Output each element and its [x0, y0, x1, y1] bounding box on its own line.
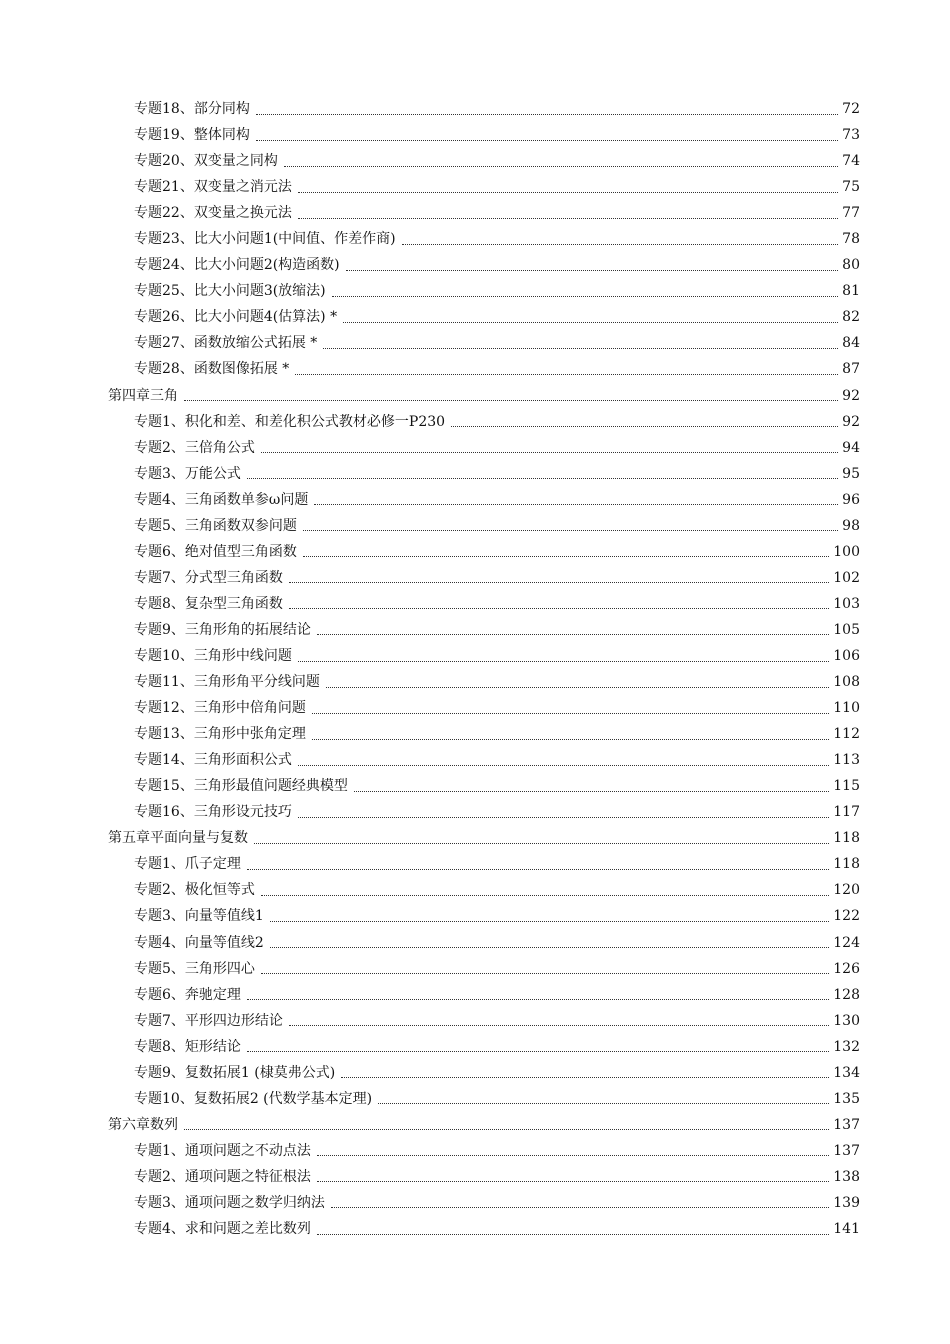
toc-topic-entry[interactable] — [108, 278, 860, 304]
dot-leader — [343, 322, 838, 323]
toc-entry-title: 专题21、双变量之消元法 — [134, 179, 292, 196]
toc-entry-page-number: 75 — [842, 179, 860, 196]
toc-entry-title: 专题9、三角形角的拓展结论 — [134, 621, 311, 638]
dot-leader — [326, 687, 829, 688]
toc-topic-entry[interactable] — [108, 930, 860, 956]
toc-entry-title: 专题13、三角形中张角定理 — [134, 726, 306, 743]
dot-leader — [261, 895, 829, 896]
toc-entry-title: 专题23、比大小问题1(中间值、作差作商) — [134, 231, 396, 248]
toc-entry-page-number: 110 — [833, 700, 860, 717]
toc-topic-entry[interactable] — [108, 226, 860, 252]
toc-entry-title: 专题1、积化和差、和差化积公式教材必修一P230 — [134, 413, 446, 430]
toc-entry-page-number: 132 — [833, 1038, 860, 1055]
toc-topic-entry[interactable] — [108, 903, 860, 929]
toc-topic-entry[interactable] — [108, 122, 860, 148]
dot-leader — [451, 426, 838, 427]
toc-topic-entry[interactable] — [108, 1008, 860, 1034]
toc-entry-page-number: 81 — [842, 283, 860, 300]
toc-entry-page-number: 95 — [842, 465, 860, 482]
toc-entry-page-number: 105 — [833, 621, 860, 638]
toc-entry-page-number: 118 — [833, 830, 860, 847]
toc-entry-page-number: 112 — [833, 726, 860, 743]
toc-topic-entry[interactable] — [108, 982, 860, 1008]
toc-entry-page-number: 117 — [833, 804, 860, 821]
dot-leader — [289, 582, 829, 583]
toc-entry-title: 专题16、三角形设元技巧 — [134, 804, 292, 821]
toc-entry-page-number: 124 — [833, 934, 860, 951]
toc-entry-page-number: 130 — [833, 1012, 860, 1029]
toc-entry-page-number: 115 — [833, 778, 860, 795]
toc-topic-entry[interactable] — [108, 356, 860, 382]
toc-topic-entry[interactable] — [108, 591, 860, 617]
dot-leader — [354, 791, 829, 792]
dot-leader — [247, 869, 829, 870]
toc-entry-page-number: 96 — [842, 491, 860, 508]
dot-leader — [289, 1025, 829, 1026]
toc-topic-entry[interactable] — [108, 409, 860, 435]
toc-entry-page-number: 122 — [833, 908, 860, 925]
toc-topic-entry[interactable] — [108, 799, 860, 825]
toc-entry-page-number: 137 — [833, 1116, 860, 1133]
toc-entry-title: 专题22、双变量之换元法 — [134, 205, 292, 222]
toc-topic-entry[interactable] — [108, 330, 860, 356]
toc-topic-entry[interactable] — [108, 721, 860, 747]
dot-leader — [298, 192, 838, 193]
toc-topic-entry[interactable] — [108, 1086, 860, 1112]
toc-topic-entry[interactable] — [108, 669, 860, 695]
dot-leader — [184, 1129, 829, 1130]
toc-entry-page-number: 141 — [833, 1221, 860, 1238]
toc-entry-page-number: 138 — [833, 1168, 860, 1185]
toc-entry-page-number: 94 — [842, 439, 860, 456]
table-of-contents — [108, 96, 860, 1242]
dot-leader — [331, 1207, 829, 1208]
toc-topic-entry[interactable] — [108, 435, 860, 461]
toc-entry-page-number: 102 — [833, 569, 860, 586]
toc-topic-entry[interactable] — [108, 174, 860, 200]
toc-topic-entry[interactable] — [108, 252, 860, 278]
toc-entry-title: 专题18、部分同构 — [134, 101, 250, 117]
toc-topic-entry[interactable] — [108, 643, 860, 669]
dot-leader — [312, 713, 829, 714]
dot-leader — [323, 348, 838, 349]
toc-entry-title: 专题26、比大小问题4(估算法) * — [134, 309, 338, 326]
dot-leader — [256, 140, 838, 141]
dot-leader — [298, 765, 829, 766]
toc-entry-page-number: 113 — [833, 752, 860, 769]
toc-entry-page-number: 92 — [842, 387, 860, 404]
dot-leader — [289, 608, 829, 609]
toc-chapter-entry[interactable] — [108, 825, 860, 851]
toc-topic-entry[interactable] — [108, 1190, 860, 1216]
dot-leader — [184, 400, 838, 401]
dot-leader — [341, 1077, 829, 1078]
toc-entry-page-number: 78 — [842, 231, 860, 248]
dot-leader — [317, 1181, 829, 1182]
toc-topic-entry[interactable] — [108, 747, 860, 773]
toc-entry-title: 专题3、向量等值线1 — [134, 908, 264, 925]
toc-topic-entry[interactable] — [108, 539, 860, 565]
toc-entry-title: 专题28、函数图像拓展 * — [134, 361, 290, 378]
toc-topic-entry[interactable] — [108, 1060, 860, 1086]
toc-entry-page-number: 135 — [833, 1090, 860, 1107]
toc-entry-title: 专题8、矩形结论 — [134, 1038, 241, 1055]
dot-leader — [270, 921, 829, 922]
toc-entry-page-number: 92 — [842, 413, 860, 430]
toc-topic-entry[interactable] — [108, 695, 860, 721]
toc-topic-entry[interactable] — [108, 851, 860, 877]
toc-entry-title: 专题27、函数放缩公式拓展 * — [134, 335, 318, 352]
toc-topic-entry[interactable] — [108, 200, 860, 226]
dot-leader — [256, 114, 838, 115]
dot-leader — [303, 530, 838, 531]
toc-entry-title: 专题6、奔驰定理 — [134, 986, 241, 1003]
toc-entry-page-number: 87 — [842, 361, 860, 378]
toc-entry-title: 专题7、分式型三角函数 — [134, 569, 283, 586]
toc-entry-title: 专题6、绝对值型三角函数 — [134, 543, 297, 560]
toc-entry-title: 专题4、求和问题之差比数列 — [134, 1221, 311, 1238]
toc-entry-page-number: 73 — [842, 127, 860, 144]
toc-entry-title: 专题9、复数拓展1 (棣莫弗公式) — [134, 1064, 336, 1081]
toc-entry-title: 第五章平面向量与复数 — [108, 830, 248, 847]
toc-topic-entry[interactable] — [108, 148, 860, 174]
toc-entry-title: 专题10、复数拓展2 (代数学基本定理) — [134, 1090, 373, 1107]
toc-entry-title: 专题1、通项问题之不动点法 — [134, 1142, 311, 1159]
toc-entry-page-number: 74 — [842, 153, 860, 170]
toc-topic-entry[interactable] — [108, 565, 860, 591]
toc-entry-title: 专题3、通项问题之数学归纳法 — [134, 1194, 325, 1211]
toc-entry-title: 专题11、三角形角平分线问题 — [134, 674, 320, 691]
toc-topic-entry[interactable] — [108, 487, 860, 513]
dot-leader — [261, 973, 829, 974]
dot-leader — [254, 843, 829, 844]
dot-leader — [317, 1234, 829, 1235]
dot-leader — [298, 218, 838, 219]
toc-entry-title: 专题8、复杂型三角函数 — [134, 595, 283, 612]
toc-entry-page-number: 137 — [833, 1142, 860, 1159]
toc-topic-entry[interactable] — [108, 1138, 860, 1164]
toc-entry-title: 专题2、通项问题之特征根法 — [134, 1168, 311, 1185]
toc-entry-page-number: 103 — [833, 595, 860, 612]
dot-leader — [402, 244, 839, 245]
dot-leader — [317, 634, 829, 635]
toc-entry-title: 专题4、三角函数单参ω问题 — [134, 491, 309, 508]
toc-entry-page-number: 106 — [833, 647, 860, 664]
toc-entry-page-number: 134 — [833, 1064, 860, 1081]
toc-entry-page-number: 84 — [842, 335, 860, 352]
toc-topic-entry[interactable] — [108, 956, 860, 982]
toc-topic-entry[interactable] — [108, 773, 860, 799]
toc-entry-page-number: 80 — [842, 257, 860, 274]
toc-entry-title: 专题14、三角形面积公式 — [134, 752, 292, 769]
dot-leader — [270, 947, 829, 948]
toc-entry-title: 专题20、双变量之同构 — [134, 153, 278, 170]
toc-topic-entry[interactable] — [108, 1034, 860, 1060]
toc-entry-page-number: 126 — [833, 960, 860, 977]
toc-topic-entry[interactable] — [108, 1164, 860, 1190]
toc-topic-entry[interactable] — [108, 617, 860, 643]
toc-entry-title: 专题5、三角形四心 — [134, 960, 255, 977]
toc-entry-page-number: 72 — [842, 101, 860, 117]
toc-entry-page-number: 108 — [833, 674, 860, 691]
toc-topic-entry[interactable] — [108, 304, 860, 330]
toc-topic-entry[interactable] — [108, 513, 860, 539]
toc-entry-title: 专题10、三角形中线问题 — [134, 647, 292, 664]
toc-entry-title: 专题15、三角形最值问题经典模型 — [134, 778, 348, 795]
dot-leader — [332, 296, 839, 297]
dot-leader — [247, 1051, 829, 1052]
toc-entry-page-number: 120 — [833, 882, 860, 899]
toc-entry-title: 专题2、极化恒等式 — [134, 882, 255, 899]
toc-entry-title: 专题7、平形四边形结论 — [134, 1012, 283, 1029]
toc-entry-title: 专题12、三角形中倍角问题 — [134, 700, 306, 717]
dot-leader — [298, 661, 829, 662]
toc-chapter-entry[interactable] — [108, 1112, 860, 1138]
dot-leader — [298, 817, 829, 818]
dot-leader — [378, 1103, 829, 1104]
toc-entry-title: 专题19、整体同构 — [134, 127, 250, 144]
toc-entry-title: 第四章三角 — [108, 387, 178, 404]
dot-leader — [314, 504, 838, 505]
toc-entry-page-number: 98 — [842, 517, 860, 534]
dot-leader — [261, 452, 838, 453]
toc-entry-page-number: 100 — [833, 543, 860, 560]
toc-entry-title: 专题4、向量等值线2 — [134, 934, 264, 951]
toc-entry-title: 专题24、比大小问题2(构造函数) — [134, 257, 340, 274]
toc-topic-entry[interactable] — [108, 1216, 860, 1242]
toc-entry-title: 专题5、三角函数双参问题 — [134, 517, 297, 534]
toc-entry-title: 专题3、万能公式 — [134, 465, 241, 482]
toc-entry-title: 专题25、比大小问题3(放缩法) — [134, 283, 326, 300]
toc-entry-page-number: 77 — [842, 205, 860, 222]
toc-chapter-entry[interactable] — [108, 383, 860, 409]
dot-leader — [284, 166, 838, 167]
toc-entry-page-number: 139 — [833, 1194, 860, 1211]
toc-entry-title: 第六章数列 — [108, 1116, 178, 1133]
toc-topic-entry[interactable] — [108, 877, 860, 903]
toc-entry-page-number: 128 — [833, 986, 860, 1003]
toc-entry-title: 专题2、三倍角公式 — [134, 439, 255, 456]
toc-entry-title: 专题1、爪子定理 — [134, 856, 241, 873]
toc-topic-entry[interactable] — [108, 461, 860, 487]
dot-leader — [303, 556, 829, 557]
toc-topic-entry[interactable] — [108, 96, 860, 122]
dot-leader — [247, 999, 829, 1000]
dot-leader — [312, 739, 829, 740]
dot-leader — [317, 1155, 829, 1156]
dot-leader — [247, 478, 838, 479]
toc-entry-page-number: 118 — [833, 856, 860, 873]
dot-leader — [346, 270, 839, 271]
toc-entry-page-number: 82 — [842, 309, 860, 326]
dot-leader — [295, 374, 838, 375]
